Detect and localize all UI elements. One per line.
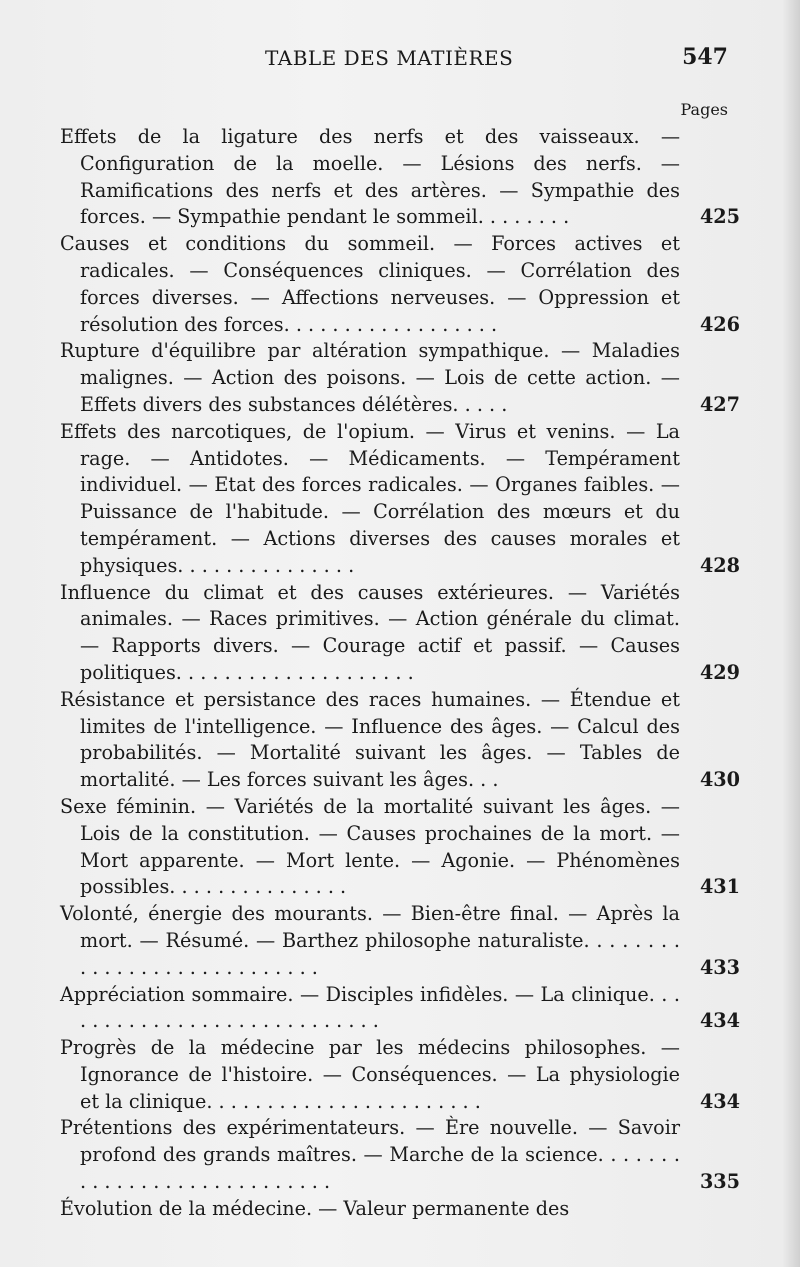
toc-entry bbox=[60, 419, 740, 580]
toc-entry-page: 425 bbox=[699, 205, 740, 229]
pages-column-label: Pages bbox=[680, 100, 728, 119]
toc-entry-text: Résistance et persistance des races humaines. — Étendue et limites de l'intelligence. — Influence des âges. — Calcul des probabilités. — Mortalité suivant les âges. — Tables de mortalité. — Les forces suivant les âges. . . bbox=[60, 687, 680, 792]
toc-entry-text: Influence du climat et des causes extérieures. — Variétés animales. — Races primitives. — Action générale du climat. — Rapports divers. — Courage actif et passif. — Causes politiques. . . . . . . . . . . . . . . . . . . . bbox=[60, 580, 680, 684]
toc-entry-page: 433 bbox=[699, 955, 740, 979]
toc-entry-page: 426 bbox=[699, 312, 740, 336]
toc-entry bbox=[60, 687, 740, 794]
toc-entry-page: 429 bbox=[699, 660, 740, 684]
toc-entry-text: Rupture d'équilibre par altération sympathique. — Maladies malignes. — Action des poisons. — Lois de cette action. — Effets divers des substances délétères. . . . . bbox=[60, 339, 680, 416]
toc-entry-page: 434 bbox=[699, 1009, 740, 1033]
toc-entry-text: Progrès de la médecine par les médecins philosophes. — Ignorance de l'histoire. — Conséquences. — La physiologie et la clinique. . . . . . . . . . . . . . . . . . . . . . . bbox=[60, 1036, 680, 1113]
toc-entry bbox=[60, 1035, 740, 1115]
toc-entry-text: Prétentions des expérimentateurs. — Ère nouvelle. — Savoir profond des grands maîtres. — Marche de la science. . . . . . . . . . . . . . . . . . . . . . . . . . . . bbox=[60, 1116, 680, 1194]
toc-entry-text: Évolution de la médecine. — Valeur permanente des bbox=[60, 1196, 570, 1220]
toc-entry-page: 428 bbox=[699, 553, 740, 577]
toc-entry bbox=[60, 1115, 740, 1195]
toc-entry-text: Causes et conditions du sommeil. — Forces actives et radicales. — Conséquences cliniques. — Corrélation des forces diverses. — Affections nerveuses. — Oppression et résolution des forces. . . . . . . . . . . . . . . . . . bbox=[60, 232, 680, 336]
toc-entry-text: Effets de la ligature des nerfs et des vaisseaux. — Configuration de la moelle. — Lésions des nerfs. — Ramifications des nerfs et des artères. — Sympathie des forces. — Sympathie pendant le sommeil. . . . . . . . bbox=[60, 125, 680, 229]
toc-entry-text: Appréciation sommaire. — Disciples infidèles. — La clinique. . . . . . . . . . . . . . . . . . . . . . . . . . . . bbox=[60, 982, 680, 1033]
toc-entry-text: Sexe féminin. — Variétés de la mortalité suivant les âges. — Lois de la constitution. — Causes prochaines de la mort. — Mort apparente. — Mort lente. — Agonie. — Phénomènes possibles. . . . . . . . . . . . . . . bbox=[60, 794, 680, 899]
toc-entry-page: 430 bbox=[699, 768, 740, 792]
toc-entry-page: 434 bbox=[699, 1089, 740, 1113]
toc-entry-page: 427 bbox=[699, 392, 740, 416]
toc-entry bbox=[60, 1196, 740, 1223]
toc-entry-text: Effets des narcotiques, de l'opium. — Virus et venins. — La rage. — Antidotes. — Médicaments. — Tempérament individuel. — Etat des forces radicales. — Organes faibles. — Puissance de l'habitude. — Corrélation des mœurs et du tempérament. — Actions diverses des causes morales et physiques. . . . . . . . . . . . . . . bbox=[60, 419, 680, 577]
page-header bbox=[60, 46, 740, 76]
toc-entry bbox=[60, 794, 740, 901]
toc-entry bbox=[60, 231, 740, 338]
table-of-contents bbox=[60, 124, 740, 1223]
page-number: 547 bbox=[682, 44, 728, 70]
toc-entry bbox=[60, 580, 740, 687]
toc-entry-page: 431 bbox=[699, 875, 740, 899]
toc-entry bbox=[60, 124, 740, 231]
toc-entry bbox=[60, 982, 740, 1036]
toc-entry-page: 335 bbox=[699, 1170, 740, 1194]
page-edge-shadow bbox=[782, 0, 800, 1267]
running-title: TABLE DES MATIÈRES bbox=[265, 46, 514, 70]
toc-entry-text: Volonté, énergie des mourants. — Bien-être final. — Après la mort. — Résumé. — Barthez philosophe naturaliste. . . . . . . . . . . . . . . . . . . . . . . . . . . . bbox=[60, 902, 680, 979]
toc-entry bbox=[60, 901, 740, 981]
toc-entry bbox=[60, 338, 740, 418]
